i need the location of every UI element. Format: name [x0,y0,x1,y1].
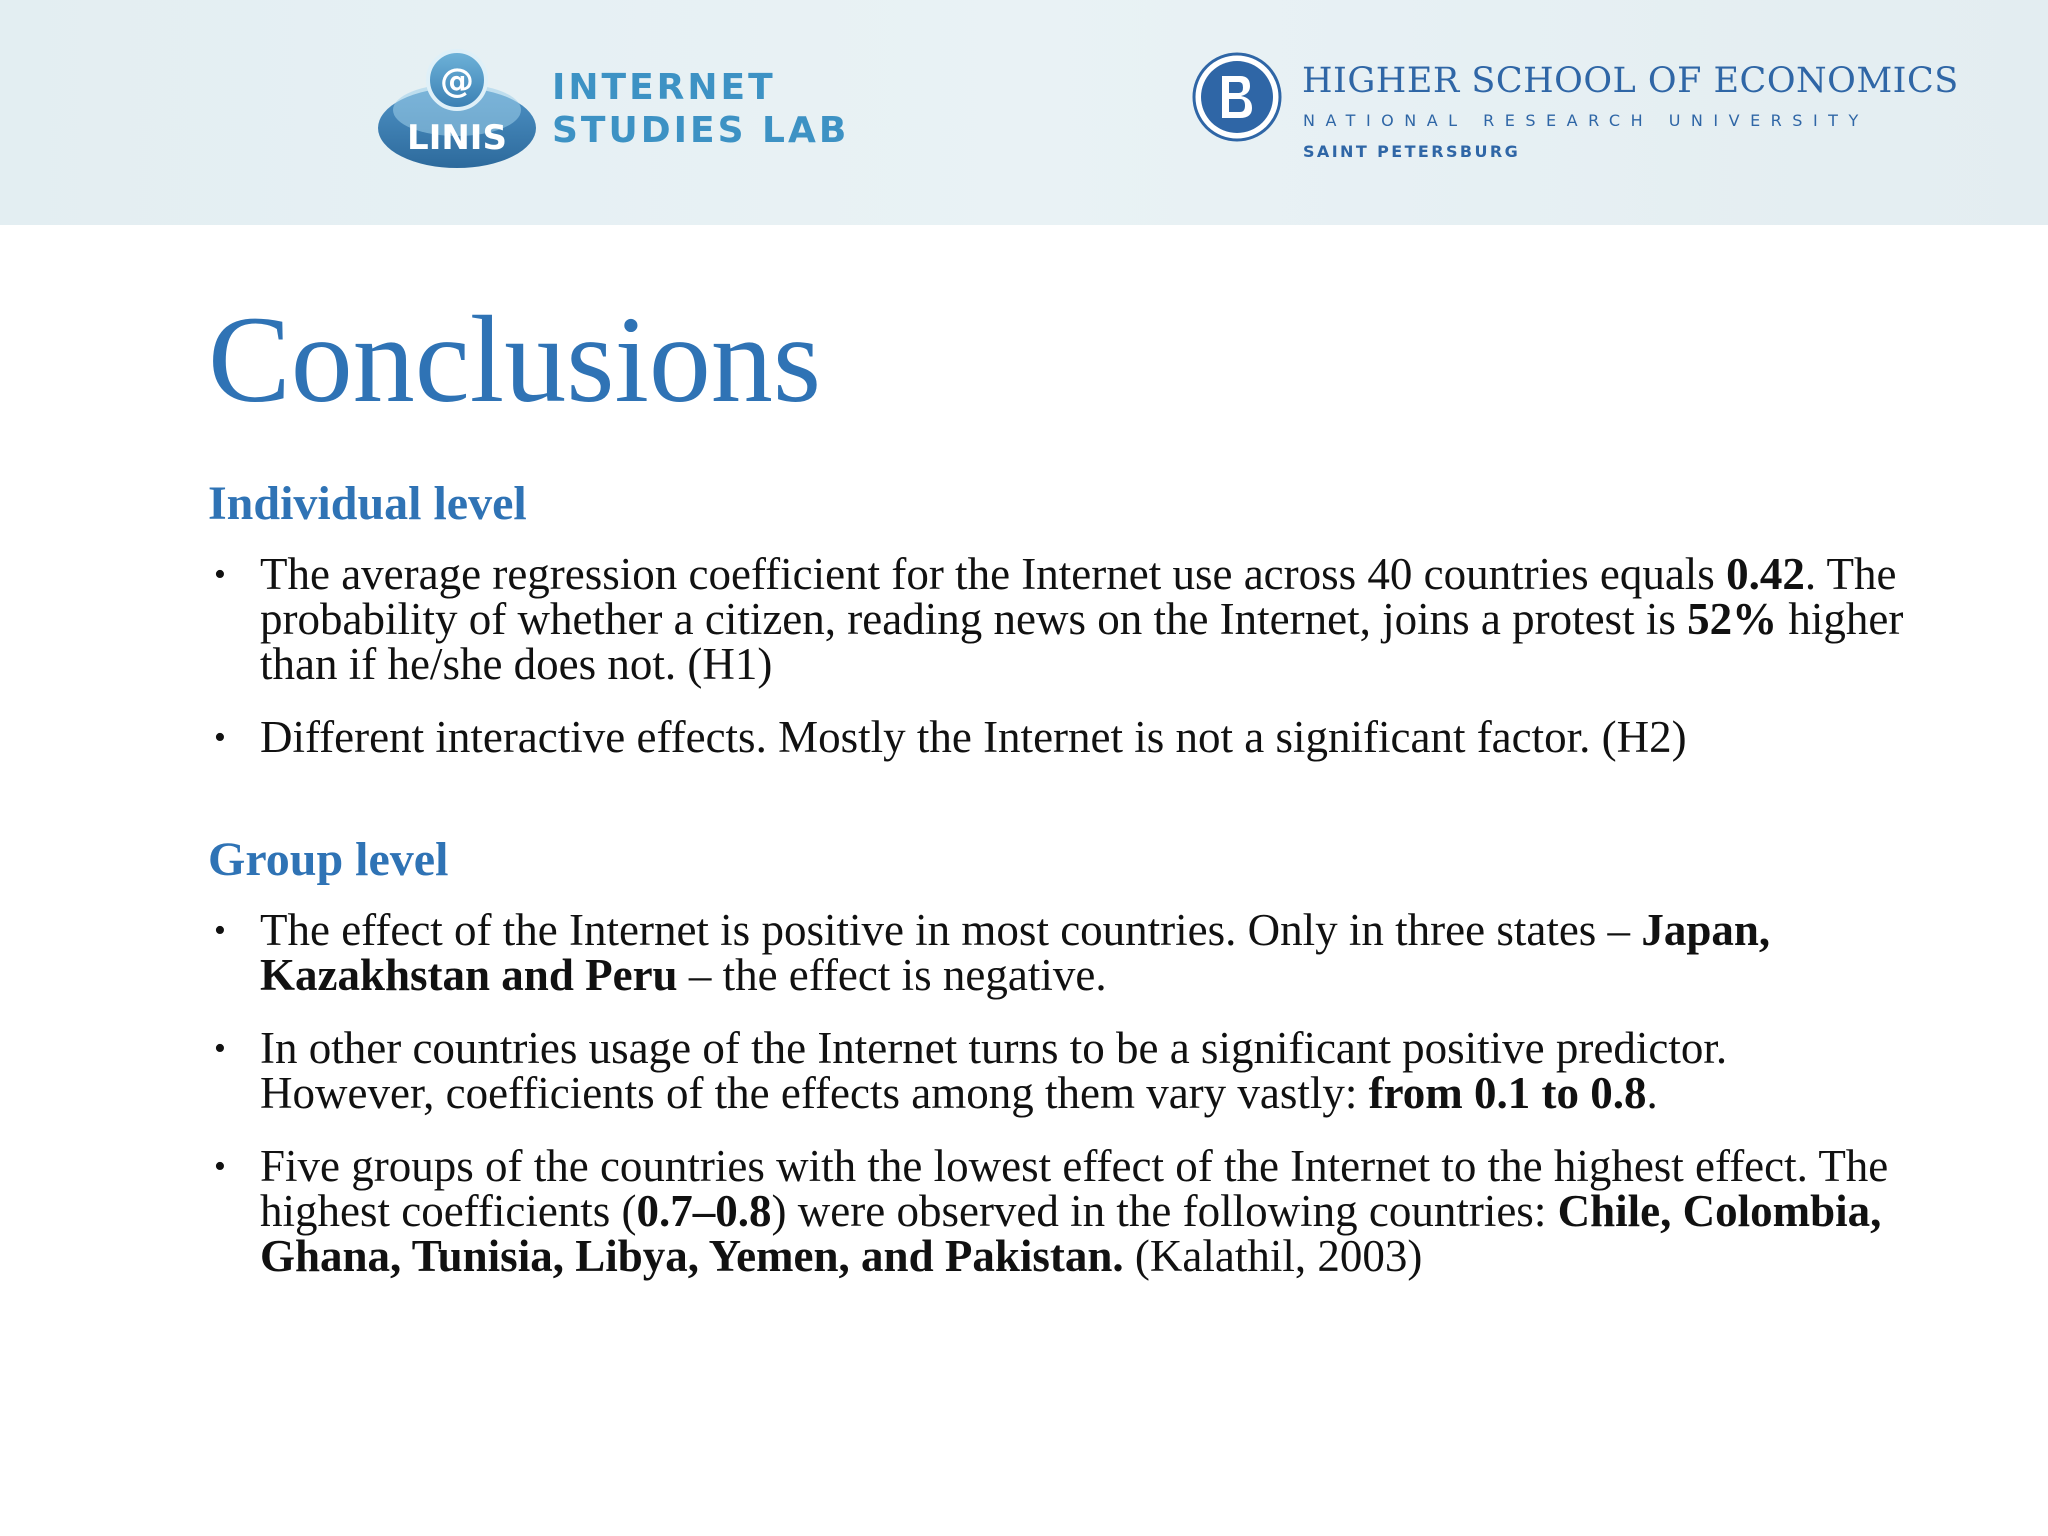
bullet-item: • The average regression coefficient for the Internet use across 40 countries equals 0.42. The probability of whether a citizen, reading news on the Internet, joins a protest is 52% higher than if he/she does not. (H1) [214,549,1904,689]
individual-bullet-list [208,549,1908,788]
bullet-item: • Different interactive effects. Mostly the Internet is not a significant factor. (H2) [214,712,1687,762]
bullet-item: • The effect of the Internet is positive in most countries. Only in three states – Japan, Kazakhstan and Peru – the effect is negative. [214,905,1771,1000]
linis-logo-name: LINIS [407,118,507,158]
bullet-icon: • [214,1148,226,1185]
bullet-icon: • [214,719,226,756]
heading-individual-level: Individual level [208,477,527,530]
group-bullet-list [208,905,1908,1307]
linis-logo-icon [377,48,537,170]
hse-subtitle: NATIONAL RESEARCH UNIVERSITY [1303,111,1869,130]
bullet-icon: • [214,1030,226,1067]
header-band [0,0,2048,225]
linis-title-line2: STUDIES LAB [552,110,850,151]
linis-logo-at: @ [440,61,474,101]
bullet-icon: • [214,912,226,949]
slide-title: Conclusions [208,291,822,428]
hse-logo-icon [1192,52,1282,142]
hse-city: SAINT PETERSBURG [1303,142,1521,161]
bullet-icon: • [214,556,226,593]
hse-name: HIGHER SCHOOL OF ECONOMICS [1302,61,1959,101]
bullet-item: • Five groups of the countries with the lowest effect of the Internet to the highest effect. The highest coefficients (0.7–0.8) were observed in the following countries: Chile, Colombia, Ghana, Tunisia, Libya, Yemen, and Pakistan. (Kalathil, 2003) [214,1141,1889,1281]
bullet-item: • In other countries usage of the Internet turns to be a significant positive predictor. However, coefficients of the effects among them vary vastly: from 0.1 to 0.8. [214,1023,1728,1118]
heading-group-level: Group level [208,833,449,886]
linis-title-line1: INTERNET [552,67,776,108]
